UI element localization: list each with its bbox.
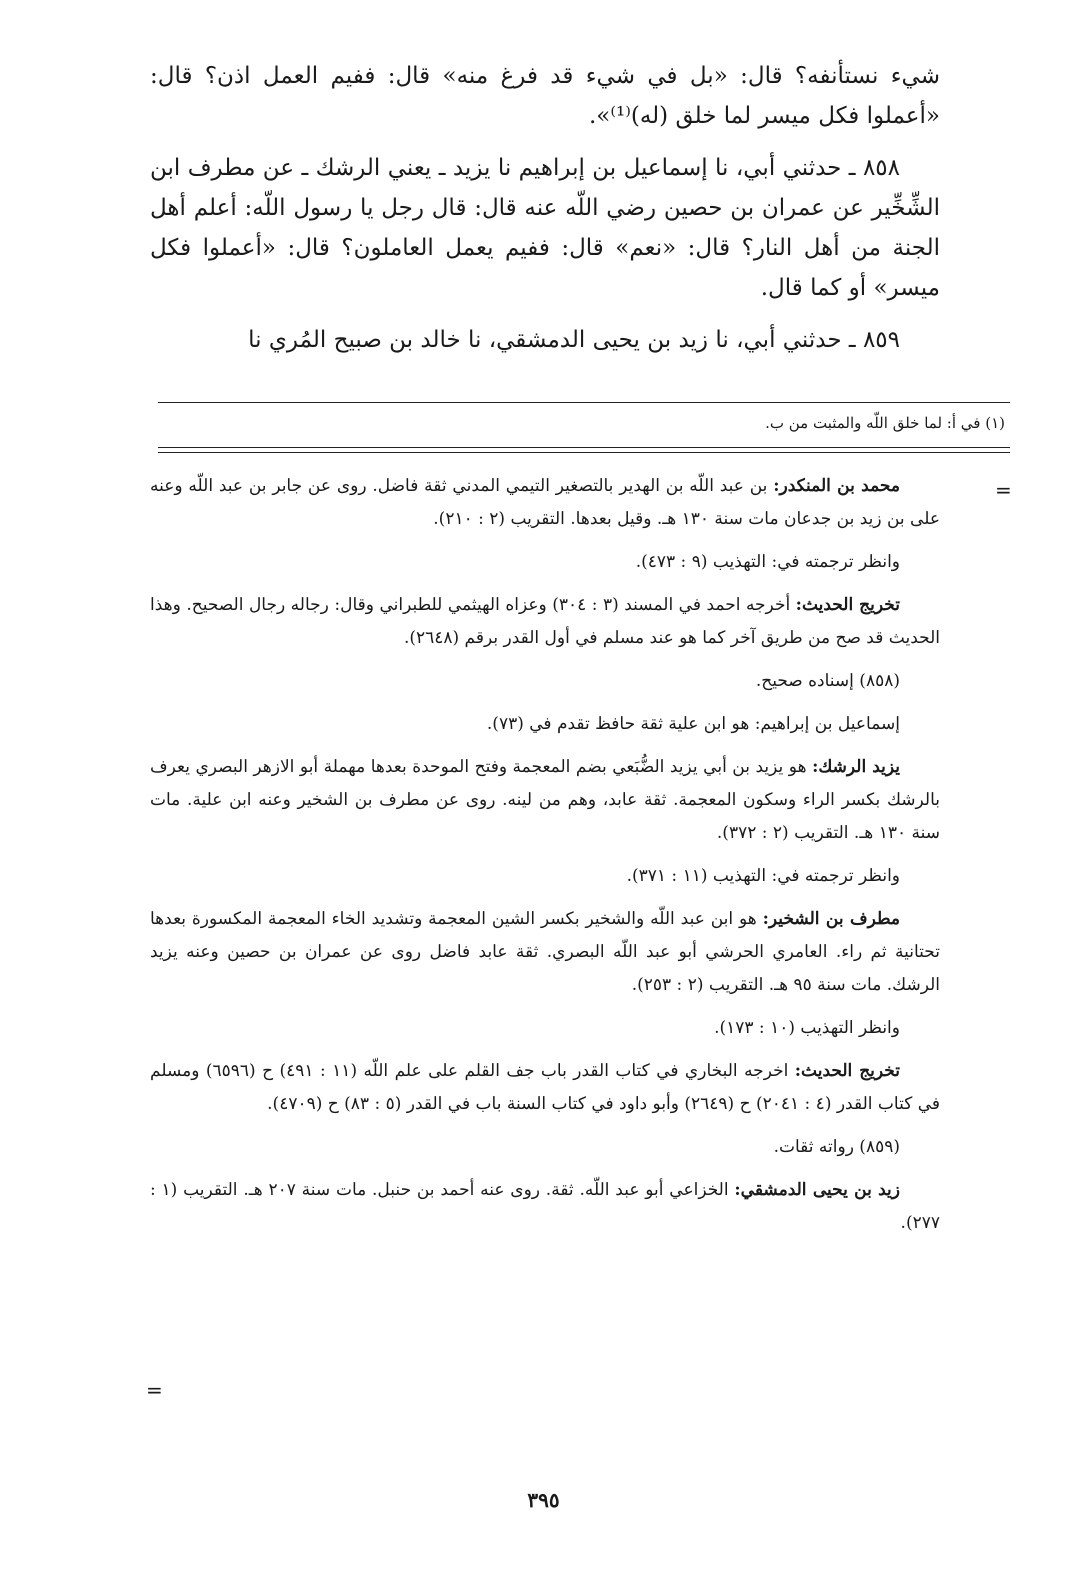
entry-text: بن عبد اللّه بن الهدير بالتصغير التيمي المدني ثقة فاضل. روى عن جابر بن عبد اللّه وعنه على بن زيد بن جدعان مات سنة ١٣٠ هـ. وقيل بعدها. التقريب (٢ : ٢١٠).	[150, 476, 940, 529]
entry-text: اخرجه البخاري في كتاب القدر باب جف القلم على علم اللّه (١١ : ٤٩١) ح (٦٥٩٦) ومسلم في كتاب القدر (٤ : ٢٠٤١) ح (٢٦٤٩) وأبو داود في كتاب السنة باب في القدر (٥ : ٨٣) ح (٤٧٠٩).	[150, 1061, 940, 1114]
commentary-entry	[150, 751, 940, 850]
commentary-entry	[150, 589, 940, 655]
commentary-entry	[150, 1131, 940, 1164]
commentary-divider-top	[158, 447, 1010, 448]
commentary-entry	[150, 903, 940, 1002]
commentary-entry	[150, 708, 940, 741]
entry-text: إسماعيل بن إبراهيم: هو ابن علية ثقة حافظ تقدم في (٧٣).	[486, 714, 900, 734]
entry-text: أخرجه احمد في المسند (٣ : ٣٠٤) وعزاه الهيثمي للطبراني وقال: رجاله رجال الصحيح. وهذا الحديث قد صح من طريق آخر كما هو عند مسلم في أول القدر برقم (٢٦٤٨).	[150, 595, 940, 648]
commentary-section	[150, 470, 940, 1250]
entry-text: (٨٥٩) رواته ثقات.	[773, 1137, 900, 1157]
entry-term: زيد بن يحيى الدمشقي:	[734, 1180, 900, 1200]
page-number: ٣٩٥	[527, 1488, 560, 1512]
commentary-entry	[150, 860, 940, 893]
entry-text: وانظر ترجمته في: التهذيب (٩ : ٤٧٣).	[635, 552, 900, 572]
entry-text: هو يزيد بن أبي يزيد الضُّبَعي بضم المعجمة وفتح الموحدة بعدها مهملة أبو الازهر البصري يعرف بالرشك بكسر الراء وسكون المعجمة. ثقة عابد، وهم من لينه. روى عن مطرف بن الشخير وعنه ابن علية. مات سنة ١٣٠ هـ. التقريب (٢ : ٣٧٢).	[150, 757, 940, 843]
hadith-858: ٨٥٨ ـ حدثني أبي، نا إسماعيل بن إبراهيم نا يزيد ـ يعني الرشك ـ عن مطرف ابن الشِّخِّير عن عمران بن حصين رضي اللّه عنه قال: قال رجل يا رسول اللّه: أعلم أهل الجنة من أهل النار؟ قال: «نعم» قال: ففيم يعمل العاملون؟ قال: «أعملوا فكل ميسر» أو كما قال.	[150, 155, 940, 301]
commentary-entry	[150, 1055, 940, 1121]
entry-term: مطرف بن الشخير:	[762, 909, 901, 929]
commentary-entry	[150, 1012, 940, 1045]
entry-term: تخريج الحديث:	[795, 595, 900, 615]
entry-text: هو ابن عبد اللّه والشخير بكسر الشين المعجمة وتشديد الخاء المعجمة المكسورة بعدها تحتانية ثم راء. العامري الحرشي أبو عبد اللّه البصري. ثقة عابد فاضل روى عن عمران بن حصين وعنه يزيد الرشك. مات سنة ٩٥ هـ. التقريب (٢ : ٢٥٣).	[150, 909, 940, 995]
continuation-mark-top: =	[995, 478, 1012, 502]
entry-text: (٨٥٨) إسناده صحيح.	[755, 671, 900, 691]
footnote: (١) في أ: لما خلق اللّه والمثبت من ب.	[765, 414, 1005, 432]
hadith-859: ٨٥٩ ـ حدثني أبي، نا زيد بن يحيى الدمشقي، نا خالد بن صبيح المُري نا	[248, 327, 900, 353]
entry-term: تخريج الحديث:	[794, 1061, 900, 1081]
footnote-divider	[158, 402, 1010, 403]
commentary-divider-bottom	[158, 452, 1010, 453]
commentary-entry	[150, 546, 940, 579]
commentary-entry	[150, 665, 940, 698]
entry-term: محمد بن المنكدر:	[773, 476, 900, 496]
entry-text: وانظر التهذيب (١٠ : ١٧٣).	[714, 1018, 900, 1038]
main-paragraph-continuation: شيء نستأنفه؟ قال: «بل في شيء قد فرغ منه» قال: ففيم العمل اذن؟ قال: «أعملوا فكل ميسر لما خلق (له)⁽¹⁾».	[150, 63, 940, 129]
entry-term: يزيد الرشك:	[812, 757, 900, 777]
commentary-entry	[150, 470, 940, 536]
entry-text: الخزاعي أبو عبد اللّه. ثقة. روى عنه أحمد بن حنبل. مات سنة ٢٠٧ هـ. التقريب (١ : ٢٧٧).	[150, 1180, 940, 1233]
continuation-mark-bottom: =	[146, 1378, 163, 1402]
main-text	[150, 56, 940, 372]
entry-text: وانظر ترجمته في: التهذيب (١١ : ٣٧١).	[626, 866, 900, 886]
commentary-entry	[150, 1174, 940, 1240]
